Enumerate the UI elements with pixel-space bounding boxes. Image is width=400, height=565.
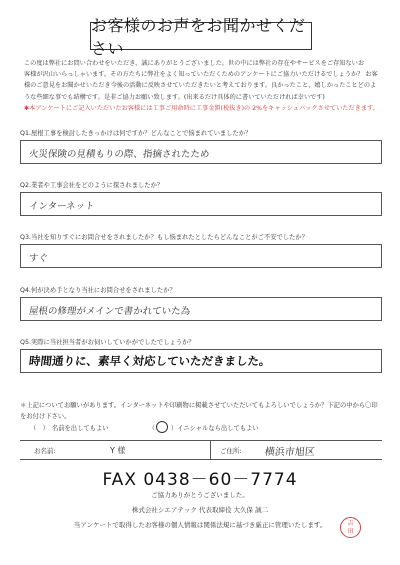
publication-line: ＊上記についてお願いがあります。インターネットや印刷物に掲載させていただいてもよろしいでしょうか？下記の中から〇印 <box>20 402 378 409</box>
fax-number: FAX 0438－60－7774 <box>102 470 298 490</box>
question-2-answer: インターネット <box>28 201 96 212</box>
privacy-note: 当アンケートで取得したお客様の個人情報は関係法規に基づき厳正に管理いたします。 <box>73 521 327 529</box>
question-5-answer: 時間通りに、素早く対応していただきました。 <box>28 354 272 368</box>
survey-title: お客様のお声をお聞かせください <box>90 22 312 50</box>
question-1-answer-box[interactable] <box>20 140 382 164</box>
name-seal-stamp <box>340 517 361 538</box>
stamp-char: 田 <box>347 528 354 535</box>
publication-line: をお付け下さい。 <box>20 413 71 420</box>
name-label: お名前: <box>34 447 56 455</box>
question-5-label: Q5.実際に当社担当者がお伺いしていかがでしたでしょうか？ <box>20 339 195 346</box>
address-label: ご住所: <box>220 447 242 455</box>
customer-info-row <box>20 440 382 460</box>
question-2-label: Q2.業者や工事会社をどのように探されましたか？ <box>20 182 164 189</box>
thanks-text: ご協力ありがとうございました。 <box>151 491 249 499</box>
stamp-char: 吉 <box>347 520 354 527</box>
option-1-checkbox[interactable]: （ ） <box>30 424 49 432</box>
row-divider <box>210 441 211 459</box>
circle-mark-icon <box>156 421 168 433</box>
cashback-note: ✱本アンケートにご記入いただいたお客様には工事ご用命時に工事金額(税抜き)の 2%をキャッシュバックさせていただきます。 <box>24 104 379 112</box>
intro-line: この度は弊社にお問い合わせをいただき、誠にありがとうございました。世の中には弊社の存在やサービスをご存知ないお <box>24 60 365 67</box>
question-5-answer-box[interactable] <box>20 349 382 373</box>
question-3-answer: すぐ <box>28 253 49 264</box>
intro-text <box>24 58 380 114</box>
name-value[interactable]: Y 様 <box>110 446 126 455</box>
intro-line: 客様が沢山いらっしゃいます。その方たちに弊社をよく知っていただくためのアンケートにご協力いただけるでしょうか？ お客 <box>24 71 378 79</box>
question-1-label: Q1.屋根工事を検討したきっかけは何ですか？どんなことで悩まれていましたか？ <box>20 130 252 137</box>
question-4-label: Q4.何が決め手となり当社にお問合せをされましたか？ <box>20 287 176 294</box>
option-2-label: イニシャルなら出してもよい <box>177 424 259 432</box>
option-1-label: 名前を出してもよい <box>51 424 109 432</box>
option-2-checkbox[interactable]: （ ） <box>149 421 178 433</box>
question-3-label: Q3.当社を知りすぐにお問合せをされましたか？もし悩まれたとしたらどんなことがご不安でしたか？ <box>20 234 309 241</box>
publication-options <box>30 421 259 433</box>
question-3-answer-box[interactable] <box>20 244 382 268</box>
intro-line: うな些細な事でも結構です。是非ご協力お願い致します。(出来るだけ具体的に書いていただければ幸いです) <box>24 93 325 101</box>
company-signature: 株式会社シエアテック 代表取締役 大久保 誠二 <box>131 506 269 514</box>
intro-line: 様のご意見をお聞かせいただき今後の活動に反映させていただきたいと考えております。良かったこと、嬉しかったことどのよ <box>24 82 377 90</box>
address-value[interactable]: 横浜市旭区 <box>264 447 316 458</box>
question-4-answer-box[interactable] <box>20 297 382 321</box>
question-2-answer-box[interactable] <box>20 192 382 216</box>
question-4-answer: 屋根の修理がメインで書かれていた為 <box>28 306 191 317</box>
publication-request <box>20 400 382 422</box>
question-1-answer: 火災保険の見積もりの際、指摘されたため <box>28 149 210 160</box>
